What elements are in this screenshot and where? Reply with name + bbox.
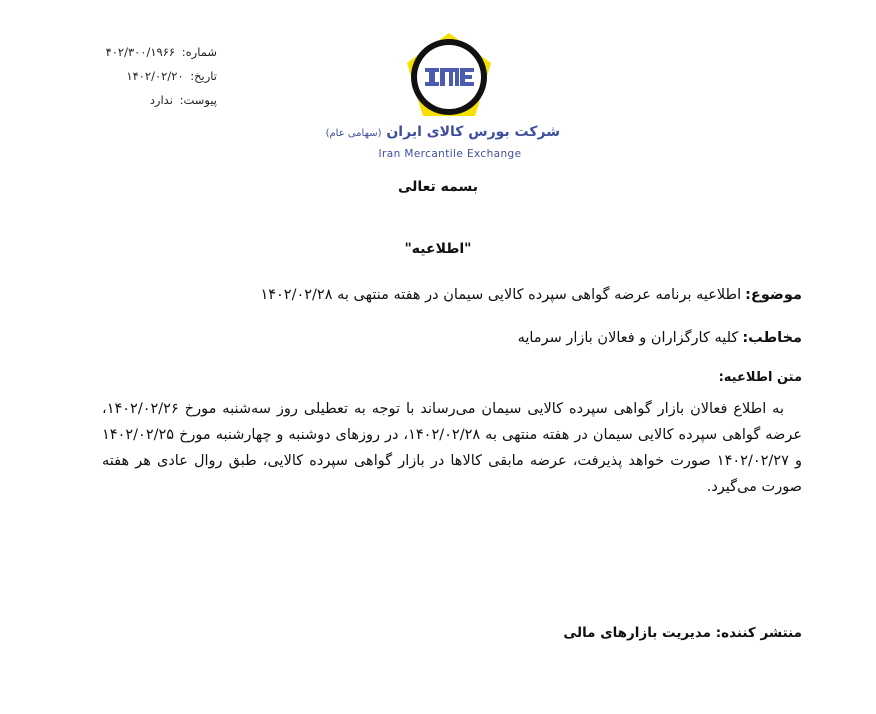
- subject-label: موضوع:: [745, 287, 802, 303]
- company-name-fa-suffix: (سهامی عام): [325, 128, 382, 139]
- reference-attachment-label: پیوست:: [179, 93, 217, 107]
- company-name-fa: [325, 124, 560, 140]
- reference-attachment: [95, 88, 217, 112]
- body-label: متن اطلاعیه:: [718, 370, 802, 385]
- audience-value: کلیه کارگزاران و فعالان بازار سرمایه: [517, 330, 739, 346]
- reference-number: [95, 40, 217, 64]
- notice-title: "اطلاعیه": [404, 241, 472, 257]
- reference-number-label: شماره:: [181, 45, 217, 59]
- reference-date-value: ۱۴۰۲/۰۲/۲۰: [126, 69, 184, 83]
- publisher-line: [563, 625, 802, 641]
- subject-line: [260, 287, 802, 303]
- ime-logo-icon: [403, 30, 495, 122]
- reference-number-value: ۴۰۲/۳۰۰/۱۹۶۶: [105, 45, 176, 59]
- publisher-value: مدیریت بازارهای مالی: [563, 625, 712, 641]
- publisher-label: منتشر کننده:: [715, 625, 802, 641]
- notice-body-text: به اطلاع فعالان بازار گواهی سپرده کالایی سیمان می‌رساند با توجه به تعطیلی روز سه‌شنبه مورخ ۱۴۰۲/۰۲/۲۶، عرضه گواهی سپرده کالایی سیمان در هفته منتهی به ۱۴۰۲/۰۲/۲۸، در روزهای دوشنبه و چهارشنبه مورخ ۱۴۰۲/۰۲/۲۵ و ۱۴۰۲/۰۲/۲۷ صورت خواهد پذیرفت، عرضه مابقی کالاها در بازار گواهی سپرده کالایی، طبق روال عادی هر هفته صورت می‌گیرد.: [102, 401, 802, 495]
- reference-date-label: تاریخ:: [190, 69, 217, 83]
- audience-line: [518, 330, 802, 346]
- reference-block: [95, 40, 217, 112]
- subject-value: اطلاعیه برنامه عرضه گواهی سپرده کالایی سیمان در هفته منتهی به ۱۴۰۲/۰۲/۲۸: [260, 287, 742, 303]
- bismillah-heading: بسمه تعالی: [397, 179, 479, 195]
- audience-label: مخاطب:: [742, 330, 802, 346]
- company-name-en: Iran Mercantile Exchange: [378, 148, 522, 160]
- company-name-fa-main: شرکت بورس کالای ایران: [386, 124, 560, 140]
- reference-attachment-value: ندارد: [149, 93, 173, 107]
- reference-date: [95, 64, 217, 88]
